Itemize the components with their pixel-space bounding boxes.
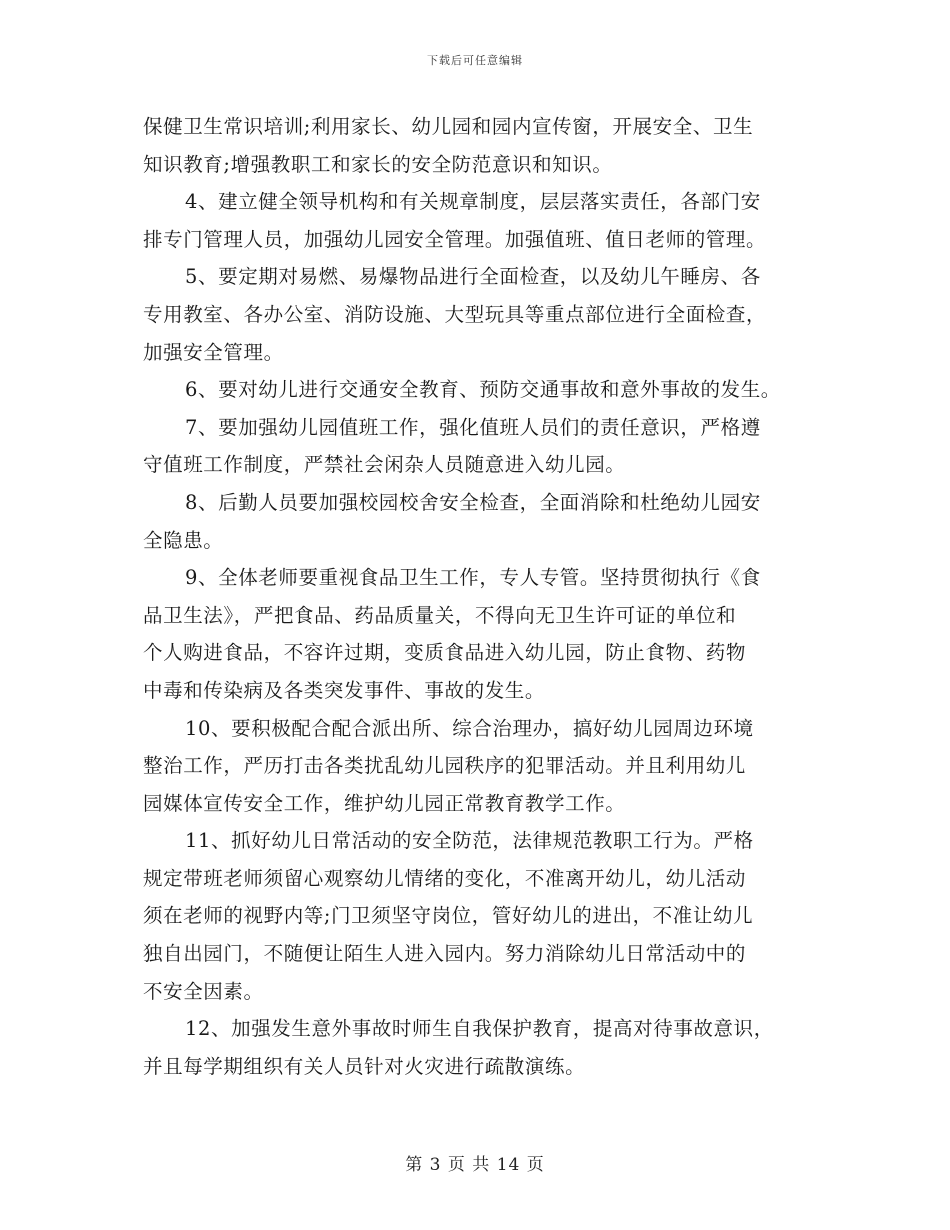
body-line: 守值班工作制度，严禁社会闲杂人员随意进入幼儿园。 xyxy=(143,453,626,477)
body-line: 整治工作，严历打击各类扰乱幼儿园秩序的犯罪活动。并且利用幼儿 xyxy=(143,754,747,778)
body-line: 全隐患。 xyxy=(143,528,224,552)
paragraph-11-start: 11、抓好幼儿日常活动的安全防范，法律规范教职工行为。严格 xyxy=(185,829,754,853)
paragraph-4-start: 4、建立健全领导机构和有关规章制度，层层落实责任，各部门安 xyxy=(185,190,761,214)
body-line: 保健卫生常识培训;利用家长、幼儿园和园内宣传窗，开展安全、卫生 xyxy=(143,115,754,138)
paragraph-12-start: 12、加强发生意外事故时师生自我保护教育，提高对待事故意识， xyxy=(185,1017,774,1041)
body-line: 加强安全管理。 xyxy=(143,340,284,364)
paragraph-8-start: 8、后勤人员要加强校园校舍安全检查，全面消除和杜绝幼儿园安 xyxy=(185,490,761,514)
paragraph-7-start: 7、要加强幼儿园值班工作，强化值班人员们的责任意识，严格遵 xyxy=(185,415,761,439)
body-line: 并且每学期组织有关人员针对火灾进行疏散演练。 xyxy=(143,1054,586,1078)
body-line: 须在老师的视野内等;门卫须坚守岗位，管好幼儿的进出，不准让幼儿 xyxy=(143,904,754,928)
body-line: 品卫生法》，严把食品、药品质量关，不得向无卫生许可证的单位和 xyxy=(143,603,737,627)
paragraph-6-start: 6、要对幼儿进行交通安全教育、预防交通事故和意外事故的发生。 xyxy=(185,378,781,402)
paragraph-9-start: 9、全体老师要重视食品卫生工作，专人专管。坚持贯彻执行《食 xyxy=(185,566,761,590)
body-line: 不安全因素。 xyxy=(143,979,264,1003)
document-body xyxy=(143,108,813,1085)
page-header: 下载后可任意编辑 xyxy=(427,54,523,67)
body-line: 中毒和传染病及各类突发事件、事故的发生。 xyxy=(143,678,546,702)
paragraph-10-start: 10、要积极配合配合派出所、综合治理办，搞好幼儿园周边环境 xyxy=(185,716,754,740)
paragraph-5-start: 5、要定期对易燃、易爆物品进行全面检查，以及幼儿午睡房、各 xyxy=(185,265,761,289)
body-line: 个人购进食品，不容许过期，变质食品进入幼儿园，防止食物、药物 xyxy=(143,641,747,665)
body-line: 规定带班老师须留心观察幼儿情绪的变化，不准离开幼儿，幼儿活动 xyxy=(143,866,747,890)
page-number: 第 3 页 共 14 页 xyxy=(405,1155,545,1175)
body-line: 独自出园门，不随便让陌生人进入园内。努力消除幼儿日常活动中的 xyxy=(143,942,747,966)
body-line: 知识教育;增强教职工和家长的安全防范意识和知识。 xyxy=(143,152,613,176)
body-line: 排专门管理人员，加强幼儿园安全管理。加强值班、值日老师的管理。 xyxy=(143,227,767,251)
body-line: 专用教室、各办公室、消防设施、大型玩具等重点部位进行全面检查， xyxy=(143,302,767,326)
body-line: 园媒体宣传安全工作，维护幼儿园正常教育教学工作。 xyxy=(143,791,626,815)
